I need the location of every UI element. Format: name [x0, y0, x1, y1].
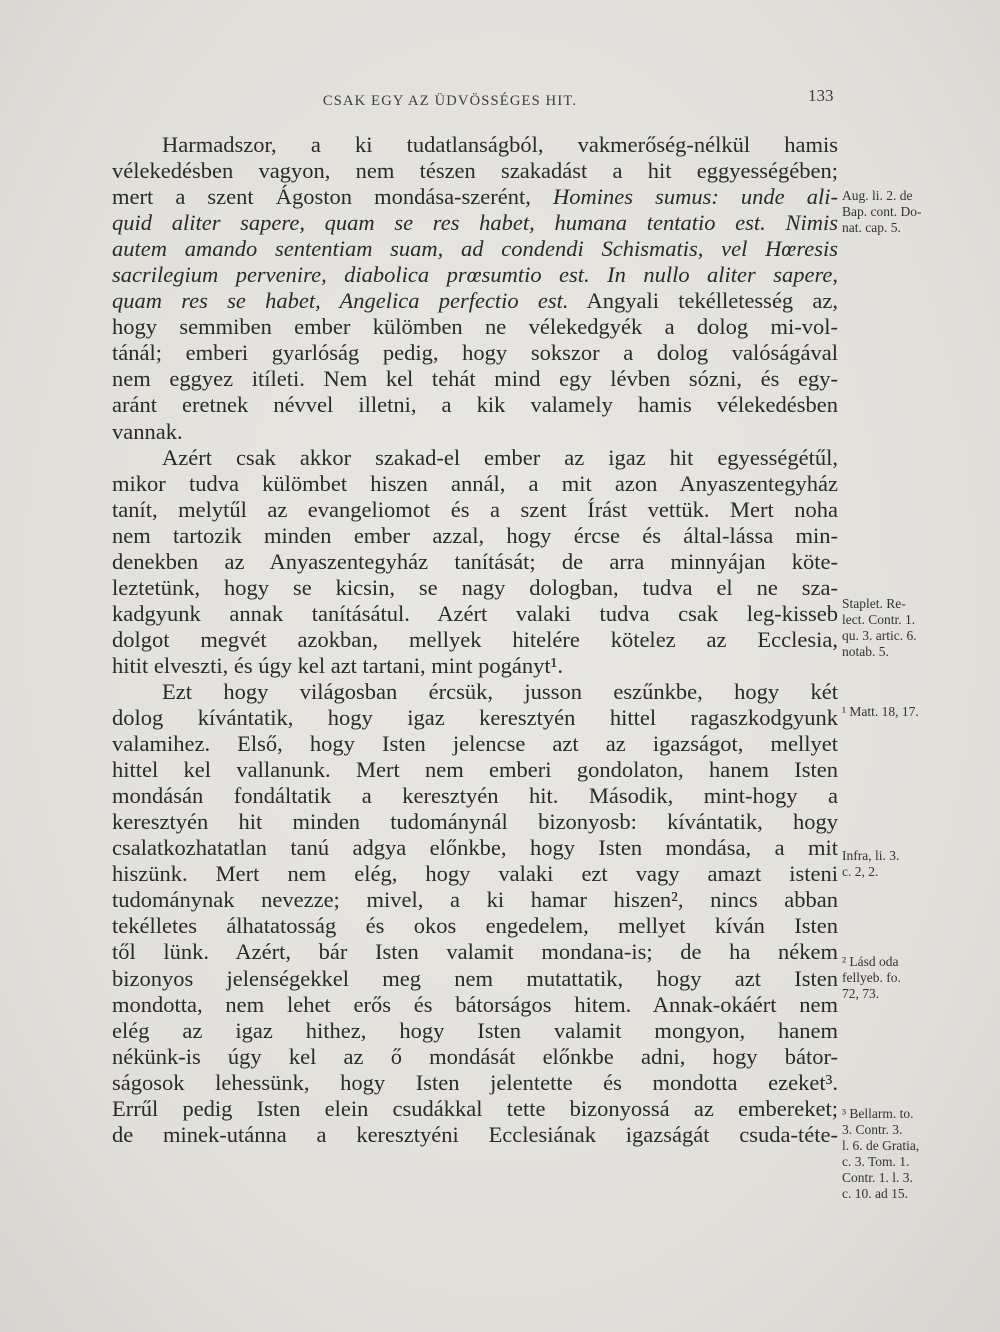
body-text [112, 132, 838, 1148]
text-line: Azért csak akkor szakad-el ember az igaz hit egyességétűl, [162, 444, 838, 470]
margin-note-line: nat. cap. 5. [842, 220, 901, 235]
text-line: vélekedésben vagyon, nem tészen szakadást a hit eggyességében; [112, 158, 838, 184]
margin-note [842, 954, 960, 1002]
margin-note-line: notab. 5. [842, 644, 889, 659]
margin-note [842, 188, 960, 236]
text-line: mikor tudva külömbet hiszen annál, a mit azon Anyaszentegyház [112, 470, 838, 496]
margin-note-line: c. 10. ad 15. [842, 1186, 908, 1201]
text-line: tudománynak nevezze; mivel, a ki hamar hiszen², nincs abban [112, 887, 838, 913]
text-line: nem tartozik minden ember azzal, hogy ércse és által-lássa min- [112, 522, 838, 548]
margin-note-line: lect. Contr. 1. [842, 612, 916, 627]
text-line: aránt eretnek névvel illetni, a kik valamely hamis vélekedésben [112, 392, 838, 418]
text-line: mondásán fondáltatik a keresztyén hit. Második, mint-hogy a [112, 783, 838, 809]
margin-note-line: Aug. li. 2. de [842, 188, 913, 203]
margin-note-line: fellyeb. fo. [842, 970, 901, 985]
text-line: től lünk. Azért, bár Isten valamit mondana-is; de ha nékem [112, 939, 838, 965]
text-line: tekélletes álhatatosság és okos engedelem, mellyet kíván Isten [112, 913, 838, 939]
margin-note-line: Staplet. Re- [842, 596, 906, 611]
text-line: bizonyos jelenségekkel meg nem mutattatik, hogy azt Isten [112, 965, 838, 991]
text-line: dolgot megvét azokban, mellyek hitelére kötelez az Ecclesia, [112, 626, 838, 652]
text-line: leztetünk, hogy se kicsin, se nagy dologban, tudva el ne sza- [112, 574, 838, 600]
text-line: mert a szent Ágoston mondása-szerént, Homines sumus: unde ali- [112, 184, 838, 210]
margin-note-line: c. 3. Tom. 1. [842, 1154, 910, 1169]
margin-note [842, 704, 960, 720]
margin-note-line: ¹ Matt. 18, 17. [842, 704, 919, 719]
text-line: hittel kel vallanunk. Mert nem emberi gondolaton, hanem Isten [112, 757, 838, 783]
text-line: quid aliter sapere, quam se res habet, humana tentatio est. Nimis [112, 210, 838, 236]
text-line: tánál; emberi gyarlóság pedig, hogy sokszor a dolog valóságával [112, 340, 838, 366]
text-line: valamihez. Első, hogy Isten jelencse azt az igazságot, mellyet [112, 731, 838, 757]
margin-note-line: ³ Bellarm. to. [842, 1106, 914, 1121]
margin-note-line: c. 2, 2. [842, 864, 879, 879]
text-line: kadgyunk annak tanításátul. Azért valaki tudva csak leg-kisseb [112, 600, 838, 626]
text-line: csalatkozhatatlan tanú adgya előnkbe, hogy Isten mondása, a mit [112, 835, 838, 861]
text-line: Harmadszor, a ki tudatlanságból, vakmerőség-nélkül hamis [162, 132, 838, 157]
text-line: hitit elveszti, és úgy kel azt tartani, mint pogányt¹. [112, 652, 564, 678]
margin-note-line: Contr. 1. l. 3. [842, 1170, 913, 1185]
text-line: tanít, melytűl az evangeliomot és a szent Írást vettük. Mert noha [112, 496, 838, 522]
text-line: quam res se habet, Angelica perfectio est. Angyali tekélletesség az, [112, 288, 839, 314]
page-number: 133 [808, 86, 834, 105]
text-line: elég az igaz hithez, hogy Isten valamit mongyon, hanem [112, 1017, 838, 1043]
margin-note [842, 848, 960, 880]
text-line: nékünk-is úgy kel az ő mondását előnkbe adni, hogy bátor- [112, 1043, 838, 1069]
margin-note [842, 1106, 960, 1202]
margin-note [842, 596, 960, 660]
text-line: autem amando sententiam suam, ad condendi Schismatis, vel Hœresis [112, 236, 838, 262]
text-line: Ezt hogy világosban ércsük, jusson eszűnkbe, hogy két [162, 678, 838, 704]
text-line: mondotta, nem lehet erős és bátorságos hitem. Annak-okáért nem [112, 991, 838, 1017]
text-line: keresztyén hit minden tudománynál bizonyosb: kívántatik, hogy [112, 809, 838, 835]
margin-note-line: l. 6. de Gratia, [842, 1138, 920, 1153]
text-line: hiszünk. Mert nem elég, hogy valaki ezt vagy amazt isteni [112, 861, 838, 887]
text-line: ságosok lehessünk, hogy Isten jelentette és mondotta ezeket³. [112, 1069, 838, 1095]
text-line: denekben az Anyaszentegyház tanítását; de arra minnyájan köte- [112, 548, 838, 574]
text-line: nem eggyez itíleti. Nem kel tehát mind egy lévben sózni, és egy- [112, 366, 838, 392]
text-line: sacrilegium pervenire, diabolica prœsumtio est. In nullo aliter sapere, [112, 262, 838, 288]
margin-note-line: Bap. cont. Do- [842, 204, 922, 219]
margin-note-line: Infra, li. 3. [842, 848, 900, 863]
margin-note-line: qu. 3. artic. 6. [842, 628, 917, 643]
margin-note-line: 3. Contr. 3. [842, 1122, 903, 1137]
text-line: de minek-utánna a keresztyéni Ecclesiának igazságát csuda-téte- [112, 1121, 838, 1147]
text-line: vannak. [112, 418, 183, 444]
margin-note-line: 72, 73. [842, 986, 880, 1001]
text-line: dolog kívántatik, hogy igaz keresztyén hittel ragaszkodgyunk [112, 705, 838, 731]
running-title: CSAK EGY AZ ÜDVÖSSÉGES HIT. [322, 93, 578, 109]
margin-note-line: ² Lásd oda [842, 954, 899, 969]
text-line: hogy semmiben ember külömben ne vélekedgyék a dolog mi-vol- [112, 314, 838, 340]
text-line: Errűl pedig Isten elein csudákkal tette bizonyossá az embereket; [112, 1095, 838, 1121]
